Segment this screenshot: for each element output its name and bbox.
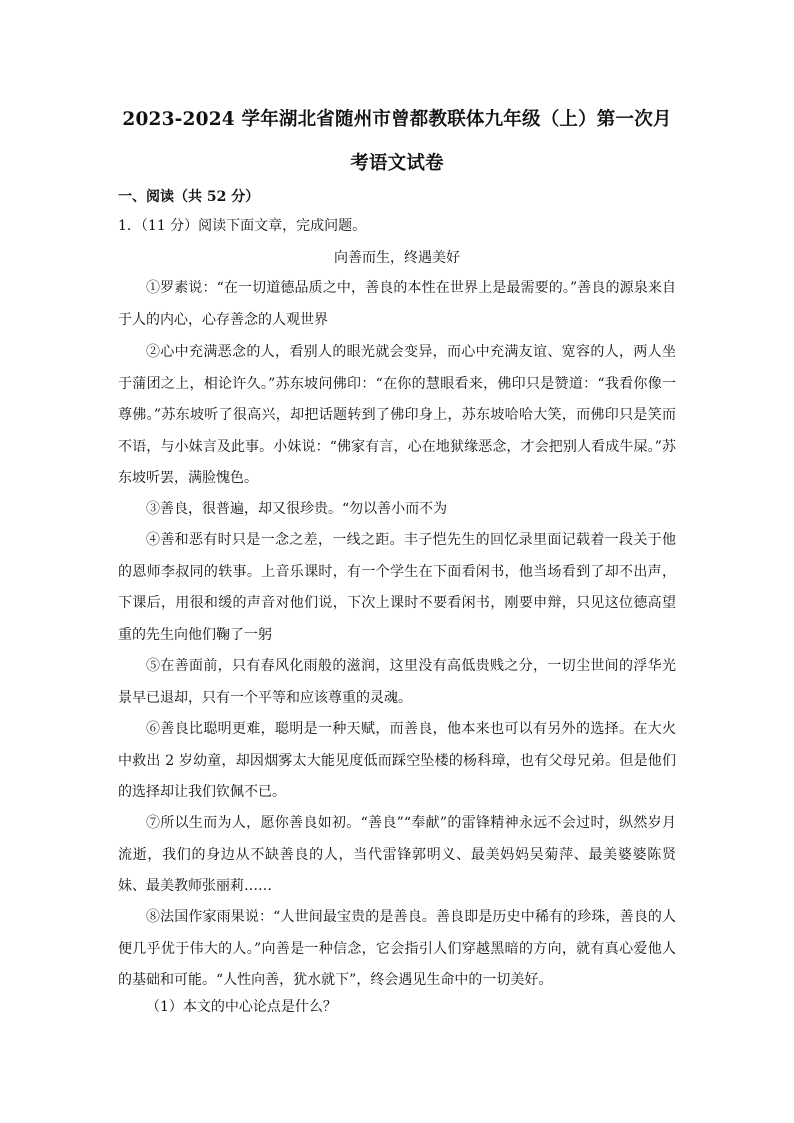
sub-question-1: （1）本文的中心论点是什么？ bbox=[146, 999, 337, 1015]
paragraph-6: ⑥善良比聪明更难，聪明是一种天赋，而善良，他本来也可以有另外的选择。在大火中救出 2 岁幼童，却因烟雾太大能见度低而踩空坠楼的杨科璋，也有父母兄弟。但是他们的选择却让我们钦佩不已。 bbox=[118, 721, 676, 800]
paragraph-3: ③善良，很普遍，却又很珍贵。“勿以善小而不为 bbox=[146, 501, 448, 517]
exam-title-line-2: 考语文试卷 bbox=[350, 153, 444, 174]
section-heading: 一、阅读（共 52 分） bbox=[118, 189, 260, 205]
paragraph-8: ⑧法国作家雨果说：“人世间最宝贵的是善良。善良即是历史中稀有的珍珠，善良的人便几乎优于伟大的人。”向善是一种信念，它会指引人们穿越黑暗的方向，就有真心爱他人的基础和可能。“人性向善，犹水就下”，终会遇见生命中的一切美好。 bbox=[118, 909, 676, 988]
paragraph-2: ②心中充满恶念的人，看别人的眼光就会变异，而心中充满友谊、宽容的人，两人坐于蒲团之上，相论许久。”苏东坡问佛印：“在你的慧眼看来，佛印只是赞道：“我看你像一尊佛。”苏东坡听了很高兴，却把话题转到了佛印身上，苏东坡哈哈大笑，而佛印只是笑而不语，与小妹言及此事。小妹说：“佛家有言，心在地狱缘恶念，才会把别人看成牛屎。”苏东坡听罢，满脸愧色。 bbox=[118, 344, 676, 486]
paragraph-4: ④善和恶有时只是一念之差，一线之距。丰子恺先生的回忆录里面记载着一段关于他的恩师李叔同的轶事。上音乐课时，有一个学生在下面看闲书，他当场看到了却不出声，下课后，用很和缓的声音对他们说，下次上课时不要看闲书，刚要申辩，只见这位德高望重的先生向他们鞠了一躬 bbox=[118, 532, 676, 643]
paragraph-7: ⑦所以生而为人，愿你善良如初。“善良”“奉献”的雷锋精神永远不会过时，纵然岁月流逝，我们的身边从不缺善良的人，当代雷锋郭明义、最美妈妈吴菊萍、最美婆婆陈贤妹、最美教师张丽莉…… bbox=[118, 815, 676, 894]
exam-title-line-1: 2023-2024 学年湖北省随州市曾都教联体九年级（上）第一次月 bbox=[122, 109, 672, 130]
paragraph-5: ⑤在善面前，只有春风化雨般的滋润，这里没有高低贵贱之分，一切尘世间的浮华光景早已退却，只有一个平等和应该尊重的灵魂。 bbox=[118, 658, 676, 706]
article-title: 向善而生，终遇美好 bbox=[334, 250, 460, 266]
question-stem: 1．（11 分）阅读下面文章，完成问题。 bbox=[118, 218, 367, 234]
paragraph-1: ①罗素说：“在一切道德品质之中，善良的本性在世界上是最需要的。”善良的源泉来自于人的内心，心存善念的人观世界 bbox=[118, 280, 676, 328]
